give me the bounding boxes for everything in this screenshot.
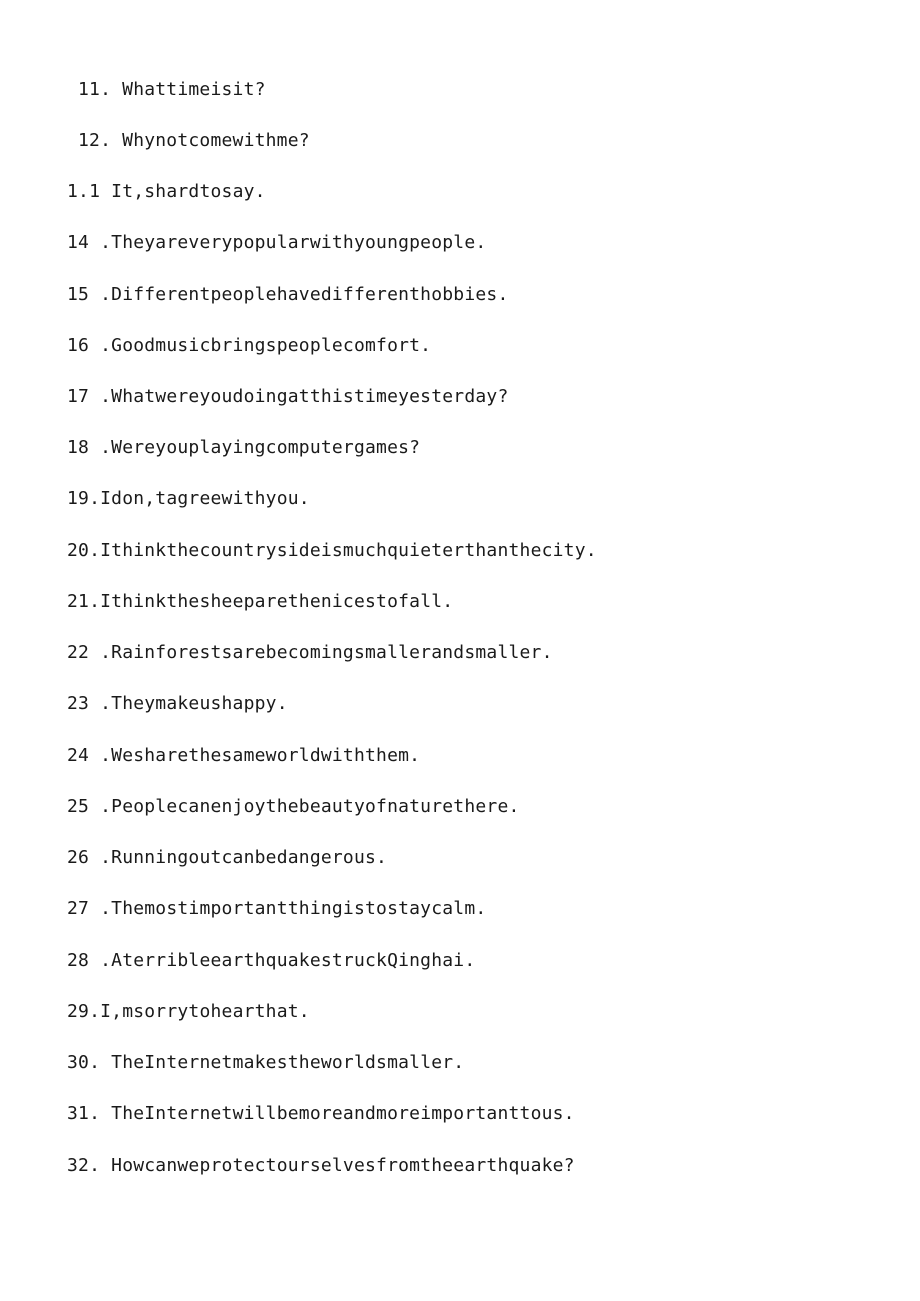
sentence-number: 32. [67,1155,101,1176]
sentence-number: 22 [67,642,90,663]
sentence-line [67,232,486,254]
sentence-text: .Runningoutcanbedangerous. [89,847,388,868]
sentence-text: .Theymakeushappy. [89,693,288,714]
sentence-text: .Goodmusicbringspeoplecomfort. [89,335,432,356]
sentence-number: 23 [67,693,90,714]
sentence-text: .Peoplecanenjoythebeautyofnaturethere. [89,796,520,817]
sentence-line [67,181,266,203]
sentence-text: .Wesharethesameworldwiththem. [89,745,421,766]
sentence-number: 1.1 [67,181,101,202]
sentence-number: 30. [67,1052,101,1073]
sentence-number: 27 [67,898,90,919]
sentence-line [67,488,310,510]
sentence-number: 28 [67,950,90,971]
sentence-number: 18 [67,437,90,458]
sentence-line [78,130,310,152]
sentence-number: 20. [67,540,101,561]
sentence-line [67,335,431,357]
sentence-text: .AterribleearthquakestruckQinghai. [89,950,476,971]
sentence-line [67,1103,575,1125]
sentence-text: Ithinkthecountrysideismuchquieterthanthecity. [100,540,597,561]
sentence-line [67,591,453,613]
sentence-text: It,shardtosay. [100,181,266,202]
sentence-line [67,1155,575,1177]
sentence-line [67,1001,310,1023]
sentence-text: .Themostimportantthingistostaycalm. [89,898,487,919]
sentence-line [67,745,420,767]
sentence-line [67,950,475,972]
sentence-line [67,898,486,920]
sentence-number: 31. [67,1103,101,1124]
sentence-number: 29. [67,1001,101,1022]
sentence-text: .Rainforestsarebecomingsmallerandsmaller. [89,642,553,663]
sentence-text: .Theyareverypopularwithyoungpeople. [89,232,487,253]
sentence-text: TheInternetmakestheworldsmaller. [100,1052,465,1073]
sentence-text: Ithinkthesheeparethenicestofall. [100,591,454,612]
sentence-number: 25 [67,796,90,817]
sentence-line [67,693,288,715]
sentence-number: 12. [78,130,112,151]
sentence-line [67,796,520,818]
sentence-number: 16 [67,335,90,356]
sentence-number: 24 [67,745,90,766]
sentence-number: 26 [67,847,90,868]
sentence-number: 21. [67,591,101,612]
sentence-line [67,284,508,306]
sentence-line [67,642,553,664]
sentence-number: 19. [67,488,101,509]
sentence-text: Whynotcomewithme? [111,130,310,151]
sentence-text: .Differentpeoplehavedifferenthobbies. [89,284,509,305]
sentence-text: Whattimeisit? [111,79,266,100]
sentence-line [67,1052,464,1074]
sentence-number: 14 [67,232,90,253]
sentence-text: Howcanweprotectourselvesfromtheearthquake? [100,1155,575,1176]
sentence-number: 11. [78,79,112,100]
sentence-number: 15 [67,284,90,305]
sentence-text: I,msorrytohearthat. [100,1001,310,1022]
sentence-line [78,79,266,101]
sentence-line [67,540,597,562]
sentence-text: .Whatwereyoudoingatthistimeyesterday? [89,386,509,407]
sentence-text: .Wereyouplayingcomputergames? [89,437,421,458]
sentence-text: TheInternetwillbemoreandmoreimportanttous. [100,1103,575,1124]
sentence-line [67,847,387,869]
sentence-number: 17 [67,386,90,407]
sentence-line [67,386,508,408]
sentence-line [67,437,420,459]
sentence-text: Idon,tagreewithyou. [100,488,310,509]
